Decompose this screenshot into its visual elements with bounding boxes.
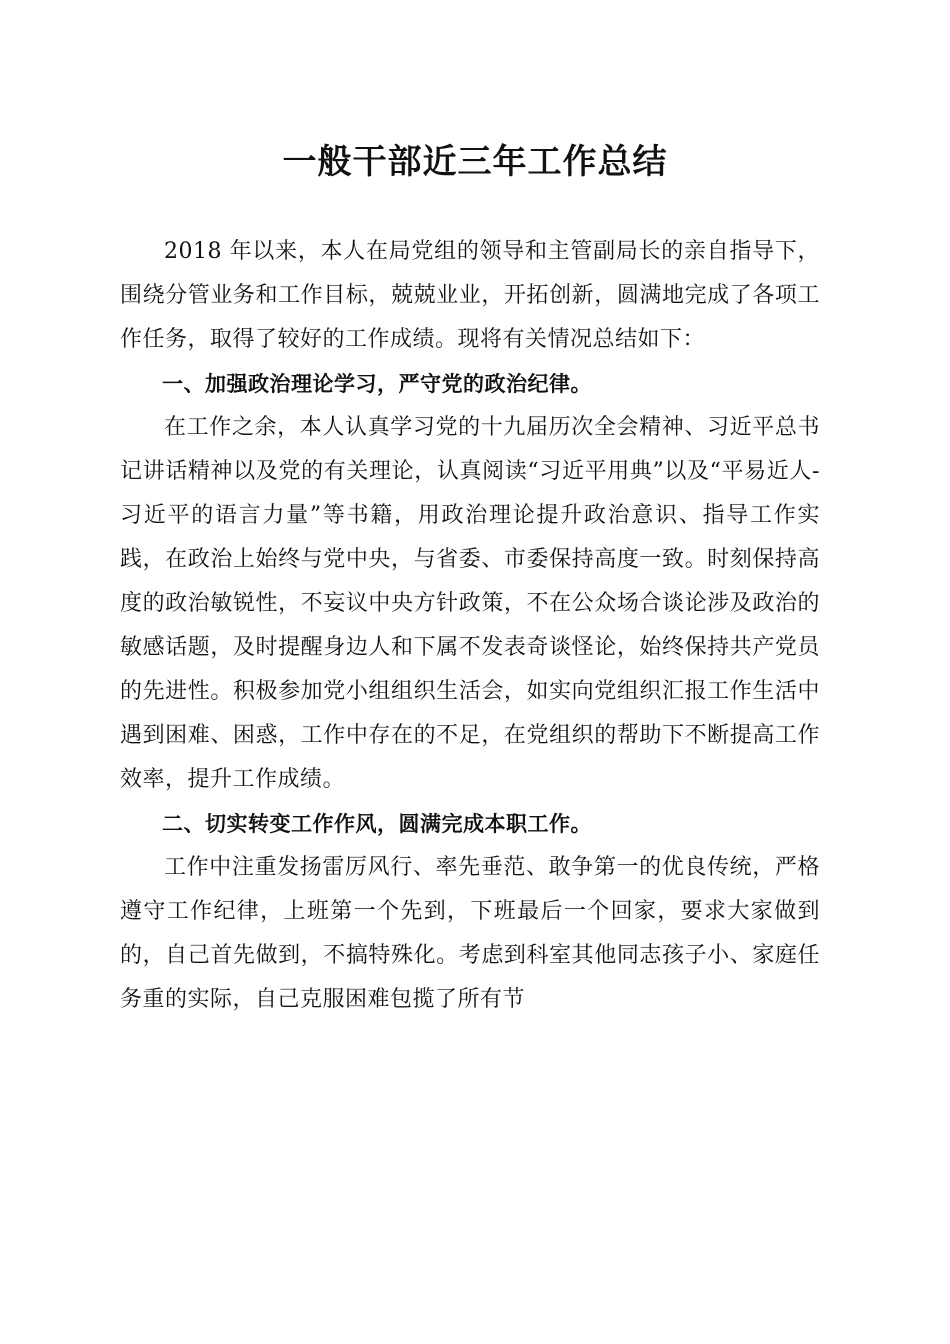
section-heading-2: 二、切实转变工作作风，圆满完成本职工作。 (162, 812, 592, 836)
section-1-paragraph: 在工作之余，本人认真学习党的十九届历次全会精神、习近平总书记讲话精神以及党的有关理论，认真阅读“习近平用典”以及“平易近人-习近平的语言力量”等书籍，用政治理论提升政治意识、指导工作实践，在政治上始终与党中央，与省委、市委保持高度一致。时刻保持高度的政治敏锐性，不妄议中央方针政策，不在公众场合谈论涉及政治的敏感话题，及时提醒身边人和下属不发表奇谈怪论，始终保持共产党员的先进性。积极参加党小组组织生活会，如实向党组织汇报工作生活中遇到困难、困惑，工作中存在的不足，在党组织的帮助下不断提高工作效率，提升工作成绩。 (120, 415, 820, 792)
document-body (120, 230, 820, 1022)
intro-paragraph: 2018 年以来，本人在局党组的领导和主管副局长的亲自指导下，围绕分管业务和工作目标，兢兢业业，开拓创新，圆满地完成了各项工作任务，取得了较好的工作成绩。现将有关情况总结如下： (120, 239, 820, 352)
section-heading-1: 一、加强政治理论学习，严守党的政治纪律。 (162, 372, 592, 396)
section-2-paragraph: 工作中注重发扬雷厉风行、率先垂范、敢争第一的优良传统，严格遵守工作纪律，上班第一个先到，下班最后一个回家，要求大家做到的，自己首先做到，不搞特殊化。考虑到科室其他同志孩子小、家庭任务重的实际，自己克服困难包揽了所有节 (120, 855, 820, 1012)
document-title: 一般干部近三年工作总结 (282, 142, 668, 182)
